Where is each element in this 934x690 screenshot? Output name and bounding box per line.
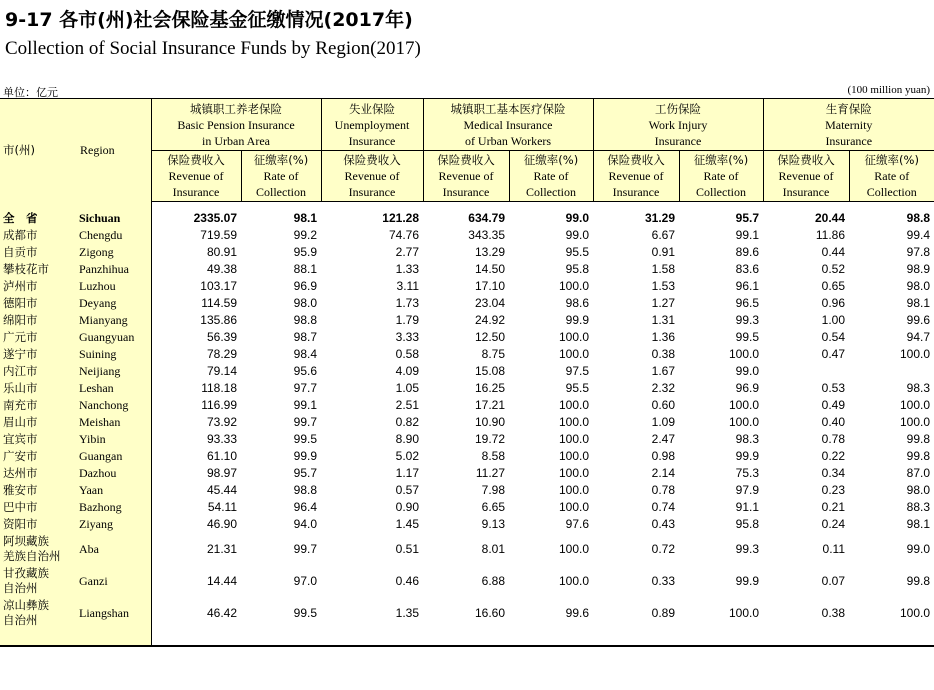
- cell-value: 0.43: [651, 517, 675, 531]
- cell-value: 1.27: [651, 296, 675, 310]
- cell-value: 6.65: [481, 500, 505, 514]
- row-city-cn: 成都市: [0, 227, 77, 244]
- cell-value: 16.60: [474, 606, 505, 620]
- cell-value: 0.47: [821, 347, 845, 361]
- table-row: [0, 431, 934, 448]
- cell-value: 95.5: [565, 381, 589, 395]
- cell-value: 98.0: [906, 483, 931, 497]
- row-city-cn: 内江市: [0, 363, 77, 380]
- row-city-cn: 泸州市: [0, 278, 77, 295]
- cell-value: 88.1: [293, 262, 317, 276]
- cell-value: 1.73: [395, 296, 419, 310]
- row-region-en: Leshan: [77, 380, 151, 397]
- table-row: [0, 597, 934, 629]
- cell-value: 95.7: [735, 211, 759, 225]
- cell-value: 99.5: [293, 606, 317, 620]
- table-row: [0, 565, 934, 597]
- row-region-en: Suining: [77, 346, 151, 363]
- cell-value: 1.67: [651, 364, 675, 378]
- cell-value: 97.8: [906, 245, 931, 259]
- row-city-cn: 遂宁市: [0, 346, 77, 363]
- cell-value: 100.0: [558, 279, 589, 293]
- cell-value: 98.0: [906, 279, 931, 293]
- cell-value: 0.57: [395, 483, 419, 497]
- cell-value: 98.1: [293, 211, 317, 225]
- cell-value: 0.38: [651, 347, 675, 361]
- cell-value: 93.33: [206, 432, 237, 446]
- group-header-pension: 城镇职工养老保险 Basic Pension Insurance in Urban Area: [151, 99, 321, 151]
- cell-value: 0.91: [651, 245, 675, 259]
- row-city-cn: 攀枝花市: [0, 261, 77, 278]
- cell-value: 100.0: [558, 330, 589, 344]
- table-row: [0, 363, 934, 380]
- cell-value: 98.1: [906, 517, 931, 531]
- cell-value: 0.74: [651, 500, 675, 514]
- cell-value: 6.88: [481, 574, 505, 588]
- cell-value: 0.24: [821, 517, 845, 531]
- row-region-en: Neijiang: [77, 363, 151, 380]
- row-region-en: Chengdu: [77, 227, 151, 244]
- table-row: [0, 346, 934, 363]
- cell-value: 135.86: [200, 313, 237, 327]
- cell-value: 100.0: [558, 449, 589, 463]
- row-region-en: Meishan: [77, 414, 151, 431]
- cell-value: 100.0: [728, 347, 759, 361]
- row-region-en: Mianyang: [77, 312, 151, 329]
- cell-value: 0.22: [821, 449, 845, 463]
- table-row: [0, 465, 934, 482]
- cell-value: 98.3: [906, 381, 931, 395]
- cell-value: 100.0: [558, 415, 589, 429]
- cell-value: 45.44: [206, 483, 237, 497]
- group-header-maternity: 生育保险 Maternity Insurance: [763, 99, 934, 151]
- table-row: [0, 499, 934, 516]
- cell-value: 2.77: [395, 245, 419, 259]
- cell-value: 99.8: [906, 574, 931, 588]
- cell-value: 97.0: [293, 574, 317, 588]
- cell-value: 23.04: [474, 296, 505, 310]
- unemployment-revenue-header: 保险费收入 Revenue of Insurance: [321, 151, 423, 202]
- cell-value: 2.47: [651, 432, 675, 446]
- cell-value: 0.54: [821, 330, 845, 344]
- row-city-cn: 乐山市: [0, 380, 77, 397]
- cell-value: 0.78: [821, 432, 845, 446]
- cell-value: 100.0: [558, 398, 589, 412]
- cell-value: 98.6: [565, 296, 589, 310]
- cell-value: 1.00: [821, 313, 845, 327]
- cell-value: 1.35: [395, 606, 419, 620]
- row-region-en: Yibin: [77, 431, 151, 448]
- cell-value: 0.34: [821, 466, 845, 480]
- row-city-cn: 南充市: [0, 397, 77, 414]
- row-city-cn: [0, 533, 77, 565]
- cell-value: 49.38: [206, 262, 237, 276]
- row-city-cn: 绵阳市: [0, 312, 77, 329]
- cell-value: 15.08: [474, 364, 505, 378]
- cell-value: 61.10: [206, 449, 237, 463]
- cell-value: 98.9: [906, 262, 931, 276]
- table-row: [0, 533, 934, 565]
- pension-rate-header: 征缴率(%) Rate of Collection: [241, 151, 321, 202]
- cell-value: 12.50: [474, 330, 505, 344]
- cell-value: 116.99: [201, 398, 237, 412]
- cell-value: 97.7: [293, 381, 317, 395]
- cell-value: 94.7: [906, 330, 931, 344]
- maternity-revenue-header: 保险费收入 Revenue of Insurance: [763, 151, 849, 202]
- cell-value: 1.33: [395, 262, 419, 276]
- city-header: 市(州): [0, 99, 77, 202]
- cell-value: 1.45: [395, 517, 419, 531]
- cell-value: 98.7: [293, 330, 317, 344]
- cell-value: 98.8: [293, 313, 317, 327]
- cell-value: 95.7: [293, 466, 317, 480]
- table-row: [0, 380, 934, 397]
- cell-value: 95.5: [565, 245, 589, 259]
- cell-value: 98.1: [906, 296, 931, 310]
- cell-value: 99.3: [735, 542, 759, 556]
- cell-value: 21.31: [206, 542, 237, 556]
- cell-value: 1.36: [651, 330, 675, 344]
- cell-value: 99.9: [565, 313, 589, 327]
- cell-value: 20.44: [814, 211, 845, 225]
- cell-value: 99.5: [293, 432, 317, 446]
- cell-value: 1.17: [395, 466, 419, 480]
- row-region-en: Bazhong: [77, 499, 151, 516]
- row-city-cn: 广元市: [0, 329, 77, 346]
- cell-value: 1.58: [651, 262, 675, 276]
- cell-value: 95.6: [293, 364, 317, 378]
- medical-revenue-header: 保险费收入 Revenue of Insurance: [423, 151, 509, 202]
- cell-value: 97.5: [565, 364, 589, 378]
- group-header-medical: 城镇职工基本医疗保险 Medical Insurance of Urban Workers: [423, 99, 593, 151]
- row-city-cn: 自贡市: [0, 244, 77, 261]
- cell-value: 99.4: [906, 228, 931, 242]
- table-row: [0, 516, 934, 533]
- cell-value: 19.72: [474, 432, 505, 446]
- table-row: [0, 244, 934, 261]
- cell-value: 14.44: [206, 574, 237, 588]
- cell-value: 54.11: [207, 500, 237, 514]
- table-row: [0, 261, 934, 278]
- cell-value: 99.0: [906, 542, 931, 556]
- row-city-cn-line: 阿坝藏族: [3, 534, 49, 548]
- cell-value: 74.76: [388, 228, 419, 242]
- cell-value: 17.21: [474, 398, 505, 412]
- cell-value: 0.82: [395, 415, 419, 429]
- cell-value: 2.32: [651, 381, 675, 395]
- cell-value: 1.09: [651, 415, 675, 429]
- cell-value: 719.59: [200, 228, 237, 242]
- cell-value: 97.9: [735, 483, 759, 497]
- cell-value: 99.9: [735, 449, 759, 463]
- cell-value: 87.0: [906, 466, 931, 480]
- cell-value: 0.40: [821, 415, 845, 429]
- cell-value: 83.6: [735, 262, 759, 276]
- row-city-cn: [0, 597, 77, 629]
- cell-value: 78.29: [206, 347, 237, 361]
- cell-value: 100.0: [728, 415, 759, 429]
- row-region-en: Deyang: [77, 295, 151, 312]
- cell-value: 100.0: [899, 415, 931, 429]
- cell-value: 99.6: [906, 313, 931, 327]
- cell-value: 343.35: [468, 228, 505, 242]
- cell-value: 0.98: [651, 449, 675, 463]
- cell-value: 24.92: [474, 313, 505, 327]
- table-row-total: [0, 210, 934, 227]
- cell-value: 98.0: [293, 296, 317, 310]
- cell-value: 99.0: [735, 364, 759, 378]
- cell-value: 0.52: [821, 262, 845, 276]
- cell-value: 3.11: [396, 279, 419, 293]
- cell-value: 100.0: [728, 398, 759, 412]
- cell-value: 0.44: [821, 245, 845, 259]
- cell-value: 95.9: [293, 245, 317, 259]
- cell-value: 99.9: [735, 574, 759, 588]
- cell-value: 0.33: [651, 574, 675, 588]
- cell-value: 98.97: [206, 466, 237, 480]
- cell-value: 99.5: [735, 330, 759, 344]
- cell-value: 98.8: [906, 211, 931, 225]
- cell-value: 100.0: [558, 466, 589, 480]
- cell-value: 97.6: [565, 517, 589, 531]
- cell-value: 98.3: [735, 432, 759, 446]
- cell-value: 16.25: [474, 381, 505, 395]
- cell-value: 0.38: [821, 606, 845, 620]
- group-header-work-injury: 工伤保险 Work Injury Insurance: [593, 99, 763, 151]
- table-row: [0, 414, 934, 431]
- cell-value: 73.92: [206, 415, 237, 429]
- row-city-cn: 德阳市: [0, 295, 77, 312]
- row-city-cn-line: 甘孜藏族: [3, 566, 49, 580]
- cell-value: 0.65: [821, 279, 845, 293]
- row-region-en: Luzhou: [77, 278, 151, 295]
- cell-value: 11.27: [475, 466, 505, 480]
- row-region-en: Aba: [77, 533, 151, 565]
- row-region-en: Guangan: [77, 448, 151, 465]
- cell-value: 0.07: [821, 574, 845, 588]
- cell-value: 100.0: [899, 398, 931, 412]
- pension-revenue-header: 保险费收入 Revenue of Insurance: [151, 151, 241, 202]
- cell-value: 46.90: [206, 517, 237, 531]
- cell-value: 0.53: [821, 381, 845, 395]
- cell-value: 94.0: [293, 517, 317, 531]
- unit-label-en: (100 million yuan): [847, 84, 930, 96]
- cell-value: 100.0: [558, 432, 589, 446]
- cell-value: 75.3: [735, 466, 759, 480]
- cell-value: 11.86: [815, 228, 845, 242]
- table-row: [0, 227, 934, 244]
- cell-value: 99.7: [293, 542, 317, 556]
- row-city-cn: 眉山市: [0, 414, 77, 431]
- cell-value: 99.7: [293, 415, 317, 429]
- table-row: [0, 482, 934, 499]
- cell-value: 0.11: [822, 542, 845, 556]
- cell-value: 4.09: [395, 364, 419, 378]
- cell-value: [849, 363, 934, 380]
- row-region-en: Sichuan: [77, 210, 151, 227]
- cell-value: 91.1: [735, 500, 759, 514]
- cell-value: 100.0: [558, 500, 589, 514]
- cell-value: 96.4: [293, 500, 317, 514]
- row-city-cn-line: 羌族自治州: [3, 549, 61, 563]
- row-region-en: Yaan: [77, 482, 151, 499]
- cell-value: 634.79: [468, 211, 505, 225]
- cell-value: 0.72: [651, 542, 675, 556]
- cell-value: 1.31: [651, 313, 675, 327]
- cell-value: 0.21: [821, 500, 845, 514]
- cell-value: 0.51: [395, 542, 419, 556]
- cell-value: 88.3: [906, 500, 931, 514]
- cell-value: 0.96: [821, 296, 845, 310]
- cell-value: 5.02: [395, 449, 419, 463]
- cell-value: 0.60: [651, 398, 675, 412]
- cell-value: 0.49: [821, 398, 845, 412]
- cell-value: 3.33: [395, 330, 419, 344]
- cell-value: 0.89: [651, 606, 675, 620]
- cell-value: 8.58: [481, 449, 505, 463]
- row-city-cn: 巴中市: [0, 499, 77, 516]
- cell-value: 95.8: [565, 262, 589, 276]
- cell-value: 8.90: [395, 432, 419, 446]
- cell-value: 0.23: [821, 483, 845, 497]
- row-city-cn: 雅安市: [0, 482, 77, 499]
- table-row: [0, 278, 934, 295]
- cell-value: 2.14: [651, 466, 675, 480]
- cell-value: 100.0: [728, 606, 759, 620]
- cell-value: 2335.07: [193, 211, 237, 225]
- cell-value: 0.78: [651, 483, 675, 497]
- cell-value: 0.46: [395, 574, 419, 588]
- cell-value: 100.0: [558, 347, 589, 361]
- cell-value: 118.18: [201, 381, 237, 395]
- cell-value: 0.90: [395, 500, 419, 514]
- cell-value: 100.0: [558, 483, 589, 497]
- cell-value: 6.67: [651, 228, 675, 242]
- cell-value: 100.0: [899, 347, 931, 361]
- region-header: Region: [77, 99, 151, 202]
- row-city-cn-line: 凉山彝族: [3, 598, 49, 612]
- table-row: [0, 397, 934, 414]
- row-city-cn: 全 省: [0, 210, 77, 227]
- cell-value: 9.13: [481, 517, 505, 531]
- medical-rate-header: 征缴率(%) Rate of Collection: [509, 151, 593, 202]
- cell-value: 1.79: [395, 313, 419, 327]
- table-row: [0, 312, 934, 329]
- cell-value: 100.0: [558, 542, 589, 556]
- cell-value: 10.90: [474, 415, 505, 429]
- cell-value: 99.9: [293, 449, 317, 463]
- cell-value: 99.6: [565, 606, 589, 620]
- row-city-cn: 资阳市: [0, 516, 77, 533]
- cell-value: 0.58: [395, 347, 419, 361]
- cell-value: 8.01: [481, 542, 505, 556]
- row-city-cn-line: 自治州: [3, 613, 38, 627]
- cell-value: [763, 363, 849, 380]
- row-region-en: Ziyang: [77, 516, 151, 533]
- cell-value: 98.4: [293, 347, 317, 361]
- page-title-en: Collection of Social Insurance Funds by Region(2017): [5, 38, 421, 59]
- cell-value: 31.29: [644, 211, 675, 225]
- cell-value: 80.91: [206, 245, 237, 259]
- cell-value: 17.10: [474, 279, 505, 293]
- unit-label-cn: 单位：亿元: [3, 86, 58, 99]
- page-title-cn: 9-17 各市(州)社会保险基金征缴情况(2017年): [5, 9, 413, 31]
- cell-value: 96.5: [735, 296, 759, 310]
- cell-value: 99.8: [906, 432, 931, 446]
- insurance-funds-table: [0, 98, 934, 647]
- row-region-en: Ganzi: [77, 565, 151, 597]
- cell-value: 95.8: [735, 517, 759, 531]
- cell-value: 99.0: [565, 228, 589, 242]
- cell-value: 103.17: [200, 279, 237, 293]
- injury-revenue-header: 保险费收入 Revenue of Insurance: [593, 151, 679, 202]
- row-city-cn: [0, 565, 77, 597]
- group-header-unemployment: 失业保险 Unemployment Insurance: [321, 99, 423, 151]
- cell-value: 79.14: [206, 364, 237, 378]
- row-city-cn: 广安市: [0, 448, 77, 465]
- cell-value: 121.28: [382, 211, 419, 225]
- cell-value: 96.1: [735, 279, 759, 293]
- maternity-rate-header: 征缴率(%) Rate of Collection: [849, 151, 934, 202]
- row-city-cn: 宜宾市: [0, 431, 77, 448]
- cell-value: 1.05: [395, 381, 419, 395]
- cell-value: 56.39: [206, 330, 237, 344]
- row-region-en: Zigong: [77, 244, 151, 261]
- cell-value: 99.3: [735, 313, 759, 327]
- cell-value: 99.1: [735, 228, 759, 242]
- cell-value: 99.8: [906, 449, 931, 463]
- row-region-en: Nanchong: [77, 397, 151, 414]
- cell-value: 1.53: [651, 279, 675, 293]
- cell-value: 46.42: [206, 606, 237, 620]
- table-row: [0, 329, 934, 346]
- cell-value: 89.6: [735, 245, 759, 259]
- cell-value: 14.50: [474, 262, 505, 276]
- cell-value: 100.0: [558, 574, 589, 588]
- cell-value: 99.2: [293, 228, 317, 242]
- cell-value: 98.8: [293, 483, 317, 497]
- injury-rate-header: 征缴率(%) Rate of Collection: [679, 151, 763, 202]
- row-city-cn-line: 自治州: [3, 581, 38, 595]
- row-city-cn: 达州市: [0, 465, 77, 482]
- cell-value: 114.59: [201, 296, 237, 310]
- cell-value: 2.51: [395, 398, 419, 412]
- cell-value: 7.98: [481, 483, 505, 497]
- cell-value: 96.9: [735, 381, 759, 395]
- cell-value: 99.1: [293, 398, 317, 412]
- table-row: [0, 295, 934, 312]
- table-row: [0, 448, 934, 465]
- cell-value: 13.29: [474, 245, 505, 259]
- row-region-en: Liangshan: [77, 597, 151, 629]
- cell-value: 99.0: [565, 211, 589, 225]
- cell-value: 8.75: [481, 347, 505, 361]
- row-region-en: Panzhihua: [77, 261, 151, 278]
- row-region-en: Guangyuan: [77, 329, 151, 346]
- cell-value: 96.9: [293, 279, 317, 293]
- cell-value: 100.0: [899, 606, 931, 620]
- row-region-en: Dazhou: [77, 465, 151, 482]
